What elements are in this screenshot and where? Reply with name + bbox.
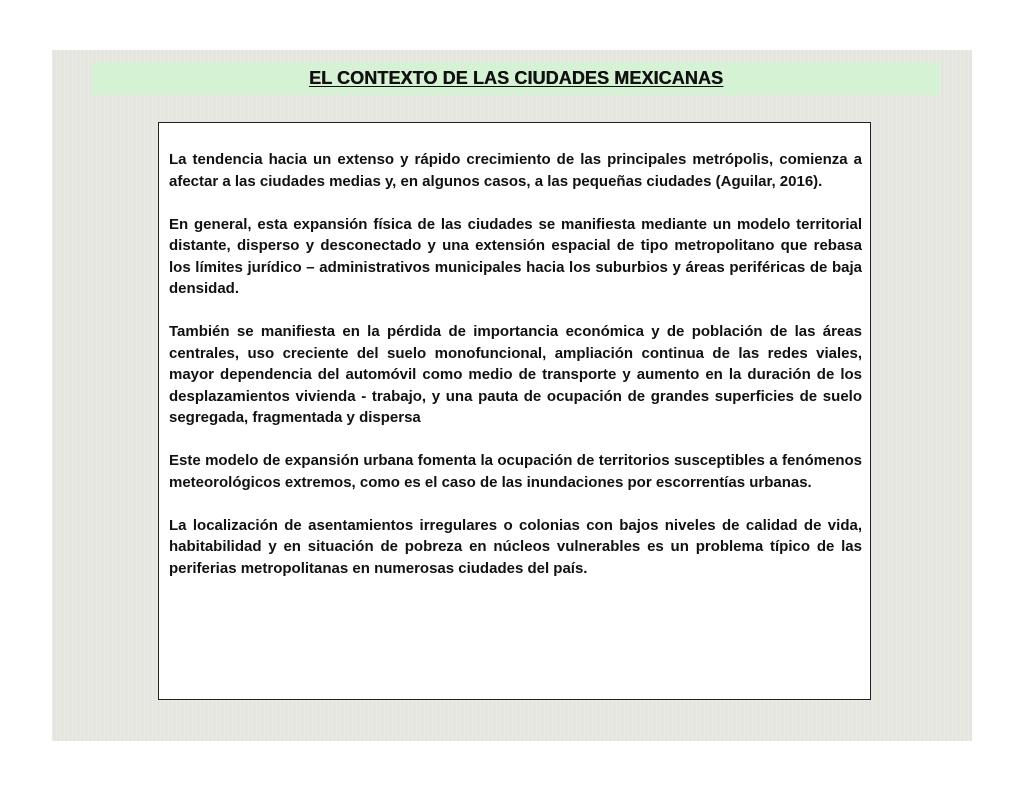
paragraph-2: En general, esta expansión física de las ciudades se manifiesta mediante un modelo territorial distante, disperso y desconectado y una extensión espacial de tipo metropolitano que rebasa los límites jurídico – administrativos municipales hacia los suburbios y áreas periféricas de baja densidad. [169, 215, 862, 297]
paragraph-4: Este modelo de expansión urbana fomenta la ocupación de territorios susceptibles a fenómenos meteorológicos extremos, como es el caso de las inundaciones por escorrentías urbanas. [169, 452, 862, 491]
paragraph-3: También se manifiesta en la pérdida de importancia económica y de población de las áreas centrales, uso creciente del suelo monofuncional, ampliación continua de las redes viales, mayor dependencia del automóvil como medio de transporte y aumento en la duración de los desplazamientos vivienda - trabajo, y una pauta de ocupación de grandes superficies de suelo segregada, fragmentada y dispersa [169, 323, 862, 426]
paragraph-1: La tendencia hacia un extenso y rápido crecimiento de las principales metrópolis, comienza a afectar a las ciudades medias y, en algunos casos, a las pequeñas ciudades (Aguilar, 2016). [169, 151, 862, 190]
paragraph-5: La localización de asentamientos irregulares o colonias con bajos niveles de calidad de vida, habitabilidad y en situación de pobreza en núcleos vulnerables es un problema típico de las periferias metropolitanas en numerosas ciudades del país. [169, 516, 862, 577]
slide-title: EL CONTEXTO DE LAS CIUDADES MEXICANAS [308, 68, 724, 88]
content-box [158, 122, 871, 700]
slide [52, 50, 972, 741]
title-bar [92, 62, 940, 95]
